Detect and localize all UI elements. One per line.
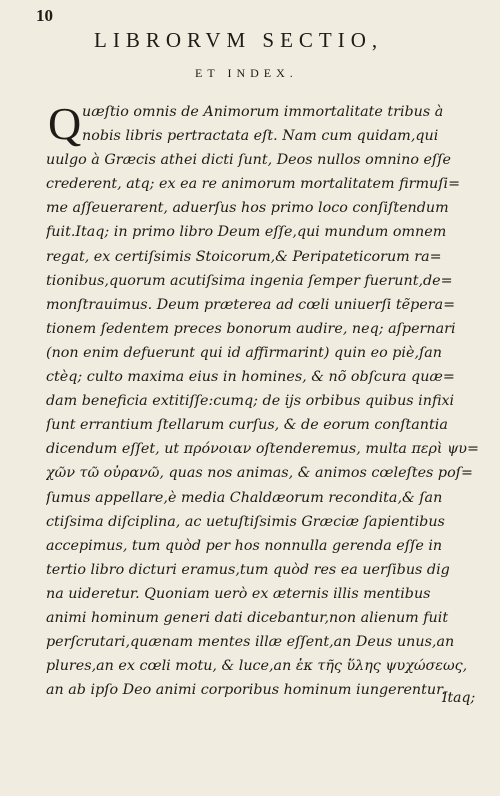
text-line: crederent, atq; ex ea re animorum mortalitatem firmuſi= [46, 176, 461, 193]
text-line: regat, ex certiſsimis Stoicorum,& Peripateticorum ra= [46, 248, 442, 265]
section-subtitle: ET INDEX. [195, 66, 298, 80]
text-line: na uideretur. Quoniam uerò ex æternis illis mentibus [46, 585, 431, 602]
text-line: uulgo à Græcis athei dicti ſunt, Deos nullos omnino eſſe [46, 152, 451, 169]
text-line: nobis libris pertractata eſt. Nam cum quidam,qui [82, 128, 439, 145]
body-text [46, 100, 486, 702]
text-line: an ab ipſo Deo animi corporibus hominum iungerentur. [46, 682, 446, 699]
text-line: tertio libro dicturi eramus,tum quòd res ea uerſibus dig [46, 561, 450, 578]
text-line: fuit.Itaq; in primo libro Deum eſſe,qui mundum omnem [46, 224, 447, 241]
page-number: 10 [36, 6, 53, 25]
text-line: tionibus,quorum acutiſsima ingenia ſemper fuerunt,de= [46, 272, 453, 289]
text-line: monſtrauimus. Deum præterea ad cœli uniuerſi tẽpera= [46, 296, 456, 313]
text-line: plures,an ex cœli motu, & luce,an ἐκ τῆς ὕλης ψυχώσεως, [46, 658, 468, 675]
text-line: ctiſsima diſciplina, ac uetuſtiſsimis Græciæ ſapientibus [46, 513, 445, 530]
text-line: uæſtio omnis de Animorum immortalitate tribus à [82, 104, 444, 120]
text-line: (non enim defuerunt qui id affirmarint) quin eo piè,ſan [46, 344, 443, 361]
text-line: accepimus, tum quòd per hos nonnulla gerenda eſſe in [46, 537, 443, 554]
text-line: me aſſeuerarent, aduerſus hos primo loco conſiſtendum [46, 200, 449, 217]
text-line: perſcrutari,quænam mentes illæ eſſent,an Deus unus,an [46, 634, 455, 651]
text-line: dam beneficia extitiſſe:cumq; de ijs orbibus quibus infixi [46, 393, 455, 410]
running-title: LIBRORVM SECTIO, [94, 28, 384, 52]
text-line: dicendum eſſet, ut πρόνοιαν oſtenderemus, multa περὶ ψυ= [46, 441, 479, 458]
text-line: ſumus appellare,è media Chaldæorum recondita,& ſan [46, 489, 443, 506]
catchword: Itaq; [442, 690, 476, 706]
text-line: animi hominum generi dati dicebantur,non alienum fuit [46, 609, 449, 626]
text-line: χῶν τῶ οὐρανῶ, quas nos animas, & animos cœleſtes poſ= [46, 465, 473, 482]
drop-capital: Q [48, 98, 82, 149]
text-line: tionem ſedentem preces bonorum audire, neq; aſpernari [46, 320, 456, 337]
text-line: ſunt errantium ſtellarum curſus, & de eorum conſtantia [46, 417, 448, 434]
text-line: ctèq; culto maxima eius in homines, & nõ obſcura quæ= [46, 369, 455, 386]
